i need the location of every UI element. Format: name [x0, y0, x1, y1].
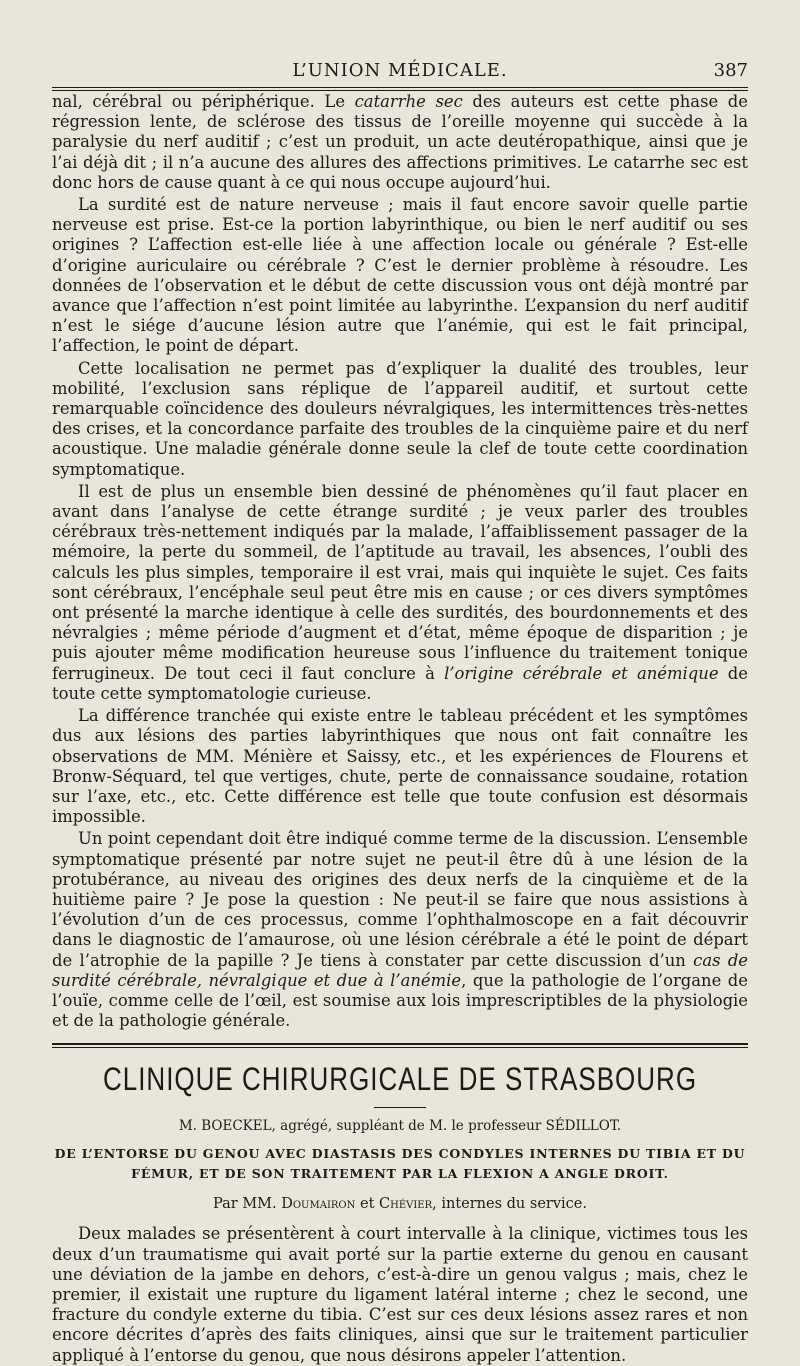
article-byline	[52, 1196, 748, 1212]
text-segment: Il est de plus un ensemble bien dessiné de phénomènes qu’il faut placer en avant dans l’analyse de cette étrange surdité ; je veux parler des troubles cérébraux très-nettement indiqués par la malade, l’affaiblissement passager de la mémoire, la perte du sommeil, de l’aptitude au travail, les absences, l’oubli des calculs les plus simples, temporaire il est vrai, mais qui inquiète le sujet. Ces faits sont cérébraux, l’encéphale seul peut être mis en cause ; or ces divers symptômes ont présenté la marche identique à celle des surdités, des bourdonnements et des névralgies ; même période d’augment et d’état, même époque de disparition ; je puis ajouter même modification heureuse sous l’influence du traitement tonique ferrugineux. De tout ceci il faut conclure à	[52, 481, 748, 683]
text-segment: La différence tranchée qui existe entre le tableau précédent et les symptômes dus aux lésions des parties labyrinthiques que nous ont fait connaître les observations de MM. Ménière et Saissy, etc., et les expériences de Flourens et Bronw-Séquard, tel que vertiges, chute, perte de connaissance soudaine, rotation sur l’axe, etc., etc. Cette différence est telle que toute confusion est désormais impossible.	[52, 706, 748, 827]
byline-author-1: Doumairon	[281, 1196, 356, 1213]
section-author-line: M. BOECKEL, agrégé, suppléant de M. le professeur SÉDILLOT.	[178, 1118, 622, 1135]
byline-prefix: Par MM.	[213, 1196, 277, 1213]
text-segment: Un point cependant doit être indiqué comme terme de la discussion. L’ensemble symptomatique présenté par notre sujet ne peut-il être dû à une lésion de la protubérance, au niveau des origines des deux nerfs de la cinquième et de la huitième paire ? Je pose la question : Ne peut-il se faire que nous assistions à l’évolution d’un de ces processus, comme l’ophthalmoscope en a fait découvrir dans le diagnostic de l’amaurose, où une lésion cérébrale a été le point de départ de l’atrophie de la papille ? Je tiens à constater par cette discussion d’un	[52, 829, 748, 970]
body-paragraph	[52, 829, 748, 1031]
text-segment: des auteurs est cette phase de régression lente, de sclérose des tissus de l’oreille moyenne qui succède à la paralysie du nerf auditif ; c’est un produit, un acte deutéropathique, ainsi que je l’ai déjà dit ; il n’a aucune des allures des affections primitives. Le catarrhe sec est donc hors de cause quant à ce qui nous occupe aujourd’hui.	[52, 92, 748, 192]
title-underline-rule	[374, 1107, 426, 1108]
article-continuation	[52, 92, 748, 1031]
header-rule	[52, 87, 748, 91]
byline-suffix: , internes du service.	[432, 1196, 587, 1213]
text-segment: , que la pathologie de l’organe de l’ouïe, comme celle de l’œil, est soumise aux lois imprescriptibles de la physiologie et de la pathologie générale.	[52, 970, 748, 1031]
article-title: DE L’ENTORSE DU GENOU AVEC DIASTASIS DES CONDYLES INTERNES DU TIBIA ET DU FÉMUR, ET DE SON TRAITEMENT PAR LA FLEXION A ANGLE DROIT.	[54, 1146, 746, 1182]
text-segment: de toute cette symptomatologie curieuse.	[52, 663, 748, 703]
text-segment: nal, cérébral ou périphérique. Le	[52, 92, 355, 111]
section-separator-rule	[52, 1043, 748, 1048]
body-paragraph	[52, 92, 748, 193]
text-segment: La surdité est de nature nerveuse ; mais il faut encore savoir quelle partie nerveuse est prise. Est-ce la portion labyrinthique, ou bien le nerf auditif ou ses origines ? L’affection est-elle liée à une affection locale ou générale ? Est-elle d’origine auriculaire ou cérébrale ? C’est le dernier problème à résoudre. Les données de l’observation et le début de cette discussion vous ont déjà montré par avance que l’affection n’est point limitée au labyrinthe. L’expansion du nerf auditif n’est le siége d’aucune lésion autre que l’anémie, qui est le fait principal, l’affection, le point de départ.	[52, 195, 748, 356]
new-article-body	[52, 1224, 748, 1365]
new-article-paragraph: Deux malades se présentèrent à court intervalle à la clinique, victimes tous les deux d’un traumatisme qui avait porté sur la partie externe du genou en causant une déviation de la jambe en dehors, c’est-à-dire un genou valgus ; mais, chez le premier, il existait une rupture du ligament latéral interne ; chez le second, une fracture du condyle externe du tibia. C’est sur ces deux lésions assez rares et non encore décrites d’après des faits cliniques, ainsi que sur le traitement particulier appliqué à l’entorse du genou, que nous désirons appeler l’attention.	[52, 1224, 748, 1365]
italic-text-segment: cas de surdité cérébrale, névralgique et due à l’anémie	[52, 950, 749, 990]
body-paragraph	[52, 706, 748, 827]
section-title: CLINIQUE CHIRURGICALE DE STRASBOURG	[102, 1060, 698, 1098]
italic-text-segment: catarrhe sec	[354, 92, 463, 111]
page-number: 387	[713, 60, 748, 81]
byline-and: et	[359, 1196, 375, 1213]
byline-author-2: Chévier	[379, 1196, 433, 1213]
italic-text-segment: l’origine cérébrale et anémique	[444, 663, 719, 683]
body-paragraph	[52, 195, 748, 357]
body-paragraph	[52, 482, 748, 704]
running-title: L’UNION MÉDICALE.	[292, 60, 508, 81]
body-paragraph	[52, 359, 748, 480]
running-head	[52, 0, 748, 92]
text-segment: Cette localisation ne permet pas d’expliquer la dualité des troubles, leur mobilité, l’exclusion sans réplique de l’appareil auditif, et surtout cette remarquable coïncidence des douleurs névralgiques, les intermittences très-nettes des crises, et la concordance parfaite des troubles de la cinquième paire et du nerf acoustique. Une maladie générale donne seule la clef de toute cette coordination symptomatique.	[52, 358, 748, 479]
